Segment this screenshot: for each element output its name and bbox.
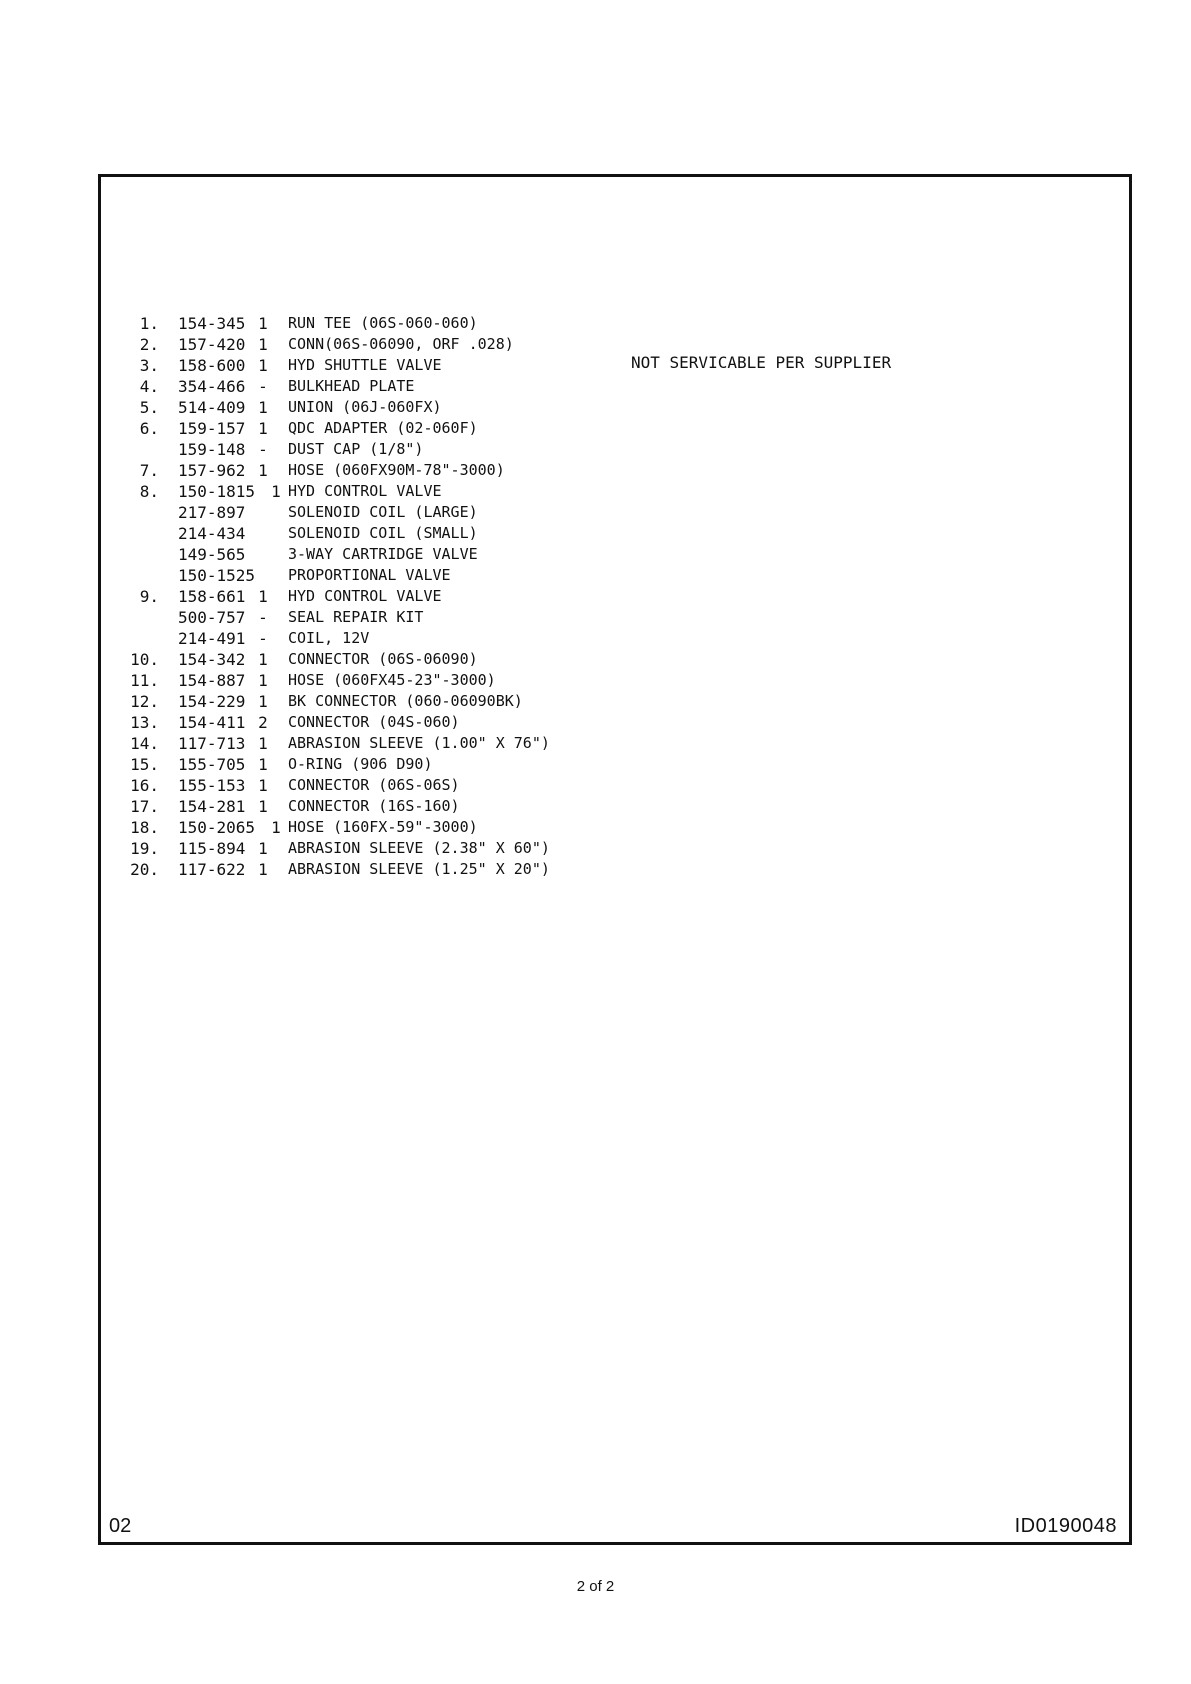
description: HYD CONTROL VALVE	[288, 482, 442, 500]
part-number: 150-2065	[178, 818, 256, 837]
quantity: 1	[258, 776, 268, 795]
item-number: 12.	[130, 692, 159, 711]
description: SOLENOID COIL (SMALL)	[288, 524, 478, 542]
description: CONNECTOR (16S-160)	[288, 797, 460, 815]
table-row	[101, 481, 1129, 502]
drawing-id: ID0190048	[1014, 1515, 1117, 1537]
item-number: 11.	[130, 671, 159, 690]
sheet-revision: 02	[109, 1515, 132, 1537]
part-number: 158-600	[178, 356, 246, 375]
table-row	[101, 859, 1129, 880]
item-number: 15.	[130, 755, 159, 774]
part-number: 217-897	[178, 503, 246, 522]
description: UNION (06J-060FX)	[288, 398, 442, 416]
table-row	[101, 460, 1129, 481]
description: ABRASION SLEEVE (1.25" X 20")	[288, 860, 550, 878]
description: CONNECTOR (04S-060)	[288, 713, 460, 731]
part-number: 214-434	[178, 524, 246, 543]
quantity: 1	[258, 419, 268, 438]
item-number: 7.	[139, 461, 159, 480]
quantity: 1	[258, 461, 268, 480]
item-number: 20.	[130, 860, 159, 879]
part-number: 155-705	[178, 755, 246, 774]
part-number: 155-153	[178, 776, 246, 795]
description: SEAL REPAIR KIT	[288, 608, 424, 626]
item-number: 9.	[139, 587, 159, 606]
item-number: 5.	[139, 398, 159, 417]
part-number: 150-1525	[178, 566, 256, 585]
quantity: 1	[258, 860, 268, 879]
part-number: 159-157	[178, 419, 246, 438]
quantity: 1	[258, 734, 268, 753]
description: HOSE (060FX45-23"-3000)	[288, 671, 496, 689]
part-number: 117-713	[178, 734, 246, 753]
item-number: 16.	[130, 776, 159, 795]
quantity: 1	[271, 482, 281, 501]
description: QDC ADAPTER (02-060F)	[288, 419, 478, 437]
table-row	[101, 502, 1129, 523]
part-number: 150-1815	[178, 482, 256, 501]
part-number: 157-962	[178, 461, 246, 480]
table-row	[101, 313, 1129, 334]
quantity: -	[258, 377, 268, 396]
description: CONN(06S-06090, ORF .028)	[288, 335, 514, 353]
part-number: 149-565	[178, 545, 246, 564]
description: CONNECTOR (06S-06S)	[288, 776, 460, 794]
table-row	[101, 439, 1129, 460]
table-row	[101, 397, 1129, 418]
table-row	[101, 796, 1129, 817]
quantity: 1	[258, 335, 268, 354]
table-row	[101, 418, 1129, 439]
item-number: 10.	[130, 650, 159, 669]
quantity: 2	[258, 713, 268, 732]
quantity: -	[258, 608, 268, 627]
quantity: 1	[258, 671, 268, 690]
quantity: 1	[258, 755, 268, 774]
service-note: NOT SERVICABLE PER SUPPLIER	[631, 353, 892, 372]
quantity: -	[258, 440, 268, 459]
item-number: 14.	[130, 734, 159, 753]
table-row	[101, 628, 1129, 649]
description: HYD CONTROL VALVE	[288, 587, 442, 605]
part-number: 154-345	[178, 314, 246, 333]
quantity: 1	[258, 356, 268, 375]
item-number: 18.	[130, 818, 159, 837]
part-number: 154-887	[178, 671, 246, 690]
table-row	[101, 838, 1129, 859]
item-number: 19.	[130, 839, 159, 858]
parts-list	[101, 313, 1129, 880]
table-row	[101, 733, 1129, 754]
part-number: 500-757	[178, 608, 246, 627]
table-row	[101, 817, 1129, 838]
table-row	[101, 586, 1129, 607]
table-row	[101, 523, 1129, 544]
part-number: 158-661	[178, 587, 246, 606]
quantity: 1	[258, 587, 268, 606]
description: CONNECTOR (06S-06090)	[288, 650, 478, 668]
item-number: 2.	[139, 335, 159, 354]
description: PROPORTIONAL VALVE	[288, 566, 451, 584]
part-number: 514-409	[178, 398, 246, 417]
part-number: 354-466	[178, 377, 246, 396]
table-row	[101, 607, 1129, 628]
description: HOSE (060FX90M-78"-3000)	[288, 461, 505, 479]
description: 3-WAY CARTRIDGE VALVE	[288, 545, 478, 563]
part-number: 214-491	[178, 629, 246, 648]
description: HOSE (160FX-59"-3000)	[288, 818, 478, 836]
part-number: 115-894	[178, 839, 246, 858]
table-row	[101, 670, 1129, 691]
part-number: 154-229	[178, 692, 246, 711]
description: BK CONNECTOR (060-06090BK)	[288, 692, 523, 710]
table-row	[101, 334, 1129, 355]
quantity: -	[258, 629, 268, 648]
part-number: 154-411	[178, 713, 246, 732]
item-number: 6.	[139, 419, 159, 438]
quantity: 1	[271, 818, 281, 837]
item-number: 3.	[139, 356, 159, 375]
part-number: 117-622	[178, 860, 246, 879]
table-row	[101, 544, 1129, 565]
description: HYD SHUTTLE VALVE	[288, 356, 442, 374]
table-row	[101, 565, 1129, 586]
table-row	[101, 754, 1129, 775]
description: DUST CAP (1/8")	[288, 440, 424, 458]
quantity: 1	[258, 692, 268, 711]
description: SOLENOID COIL (LARGE)	[288, 503, 478, 521]
description: O-RING (906 D90)	[288, 755, 433, 773]
quantity: 1	[258, 797, 268, 816]
quantity: 1	[258, 650, 268, 669]
description: ABRASION SLEEVE (2.38" X 60")	[288, 839, 550, 857]
page-number: 2 of 2	[576, 1578, 615, 1595]
item-number: 8.	[139, 482, 159, 501]
table-row	[101, 376, 1129, 397]
table-row	[101, 649, 1129, 670]
description: RUN TEE (06S-060-060)	[288, 314, 478, 332]
item-number: 1.	[139, 314, 159, 333]
quantity: 1	[258, 314, 268, 333]
table-row	[101, 691, 1129, 712]
quantity: 1	[258, 398, 268, 417]
description: BULKHEAD PLATE	[288, 377, 415, 395]
drawing-frame	[98, 174, 1132, 1545]
item-number: 17.	[130, 797, 159, 816]
table-row	[101, 355, 1129, 376]
part-number: 154-342	[178, 650, 246, 669]
table-row	[101, 775, 1129, 796]
quantity: 1	[258, 839, 268, 858]
item-number: 4.	[139, 377, 159, 396]
description: COIL, 12V	[288, 629, 370, 647]
description: ABRASION SLEEVE (1.00" X 76")	[288, 734, 550, 752]
table-row	[101, 712, 1129, 733]
part-number: 157-420	[178, 335, 246, 354]
item-number: 13.	[130, 713, 159, 732]
part-number: 159-148	[178, 440, 246, 459]
part-number: 154-281	[178, 797, 246, 816]
